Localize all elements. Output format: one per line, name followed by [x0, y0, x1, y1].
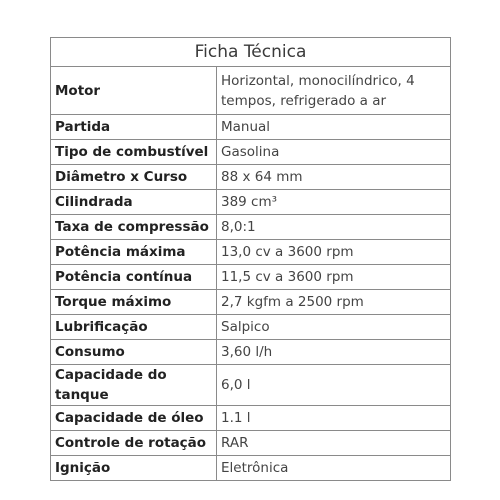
spec-value-capacidade-oleo: 1.1 l: [217, 406, 451, 431]
spec-value-capacidade-tanque: 6,0 l: [217, 365, 451, 406]
spec-label-partida: Partida: [51, 115, 217, 140]
spec-value-combustivel: Gasolina: [217, 140, 451, 165]
table-row: [51, 215, 451, 240]
spec-label-controle-rotacao: Controle de rotação: [51, 431, 217, 456]
spec-value-cilindrada: 389 cm³: [217, 190, 451, 215]
spec-value-lubrificacao: Salpico: [217, 315, 451, 340]
spec-value-motor: Horizontal, monocilíndrico, 4 tempos, refrigerado a ar: [217, 67, 451, 115]
spec-label-potencia-maxima: Potência máxima: [51, 240, 217, 265]
spec-value-controle-rotacao: RAR: [217, 431, 451, 456]
table-row: [51, 240, 451, 265]
spec-value-ignicao: Eletrônica: [217, 456, 451, 481]
spec-label-diametro-curso: Diâmetro x Curso: [51, 165, 217, 190]
spec-value-torque-maximo: 2,7 kgfm a 2500 rpm: [217, 290, 451, 315]
spec-value-partida: Manual: [217, 115, 451, 140]
spec-label-ignicao: Ignição: [51, 456, 217, 481]
spec-value-consumo: 3,60 l/h: [217, 340, 451, 365]
spec-label-potencia-continua: Potência contínua: [51, 265, 217, 290]
spec-label-consumo: Consumo: [51, 340, 217, 365]
spec-table: [50, 37, 451, 481]
table-row: [51, 406, 451, 431]
table-row: [51, 456, 451, 481]
table-row: [51, 265, 451, 290]
spec-label-cilindrada: Cilindrada: [51, 190, 217, 215]
spec-label-motor: Motor: [51, 67, 217, 115]
table-row: [51, 365, 451, 406]
table-row: [51, 140, 451, 165]
table-row: [51, 67, 451, 115]
table-row: [51, 290, 451, 315]
spec-label-taxa-compressao: Taxa de compressão: [51, 215, 217, 240]
spec-value-diametro-curso: 88 x 64 mm: [217, 165, 451, 190]
spec-label-combustivel: Tipo de combustível: [51, 140, 217, 165]
table-row: [51, 431, 451, 456]
table-row: [51, 340, 451, 365]
spec-value-potencia-continua: 11,5 cv a 3600 rpm: [217, 265, 451, 290]
table-row: [51, 315, 451, 340]
spec-label-torque-maximo: Torque máximo: [51, 290, 217, 315]
spec-value-potencia-maxima: 13,0 cv a 3600 rpm: [217, 240, 451, 265]
spec-label-capacidade-tanque: Capacidade do tanque: [51, 365, 217, 406]
table-row: [51, 165, 451, 190]
spec-label-capacidade-oleo: Capacidade de óleo: [51, 406, 217, 431]
table-title: Ficha Técnica: [51, 38, 451, 67]
spec-value-taxa-compressao: 8,0:1: [217, 215, 451, 240]
table-row: [51, 115, 451, 140]
table-row: [51, 190, 451, 215]
spec-label-lubrificacao: Lubrificação: [51, 315, 217, 340]
